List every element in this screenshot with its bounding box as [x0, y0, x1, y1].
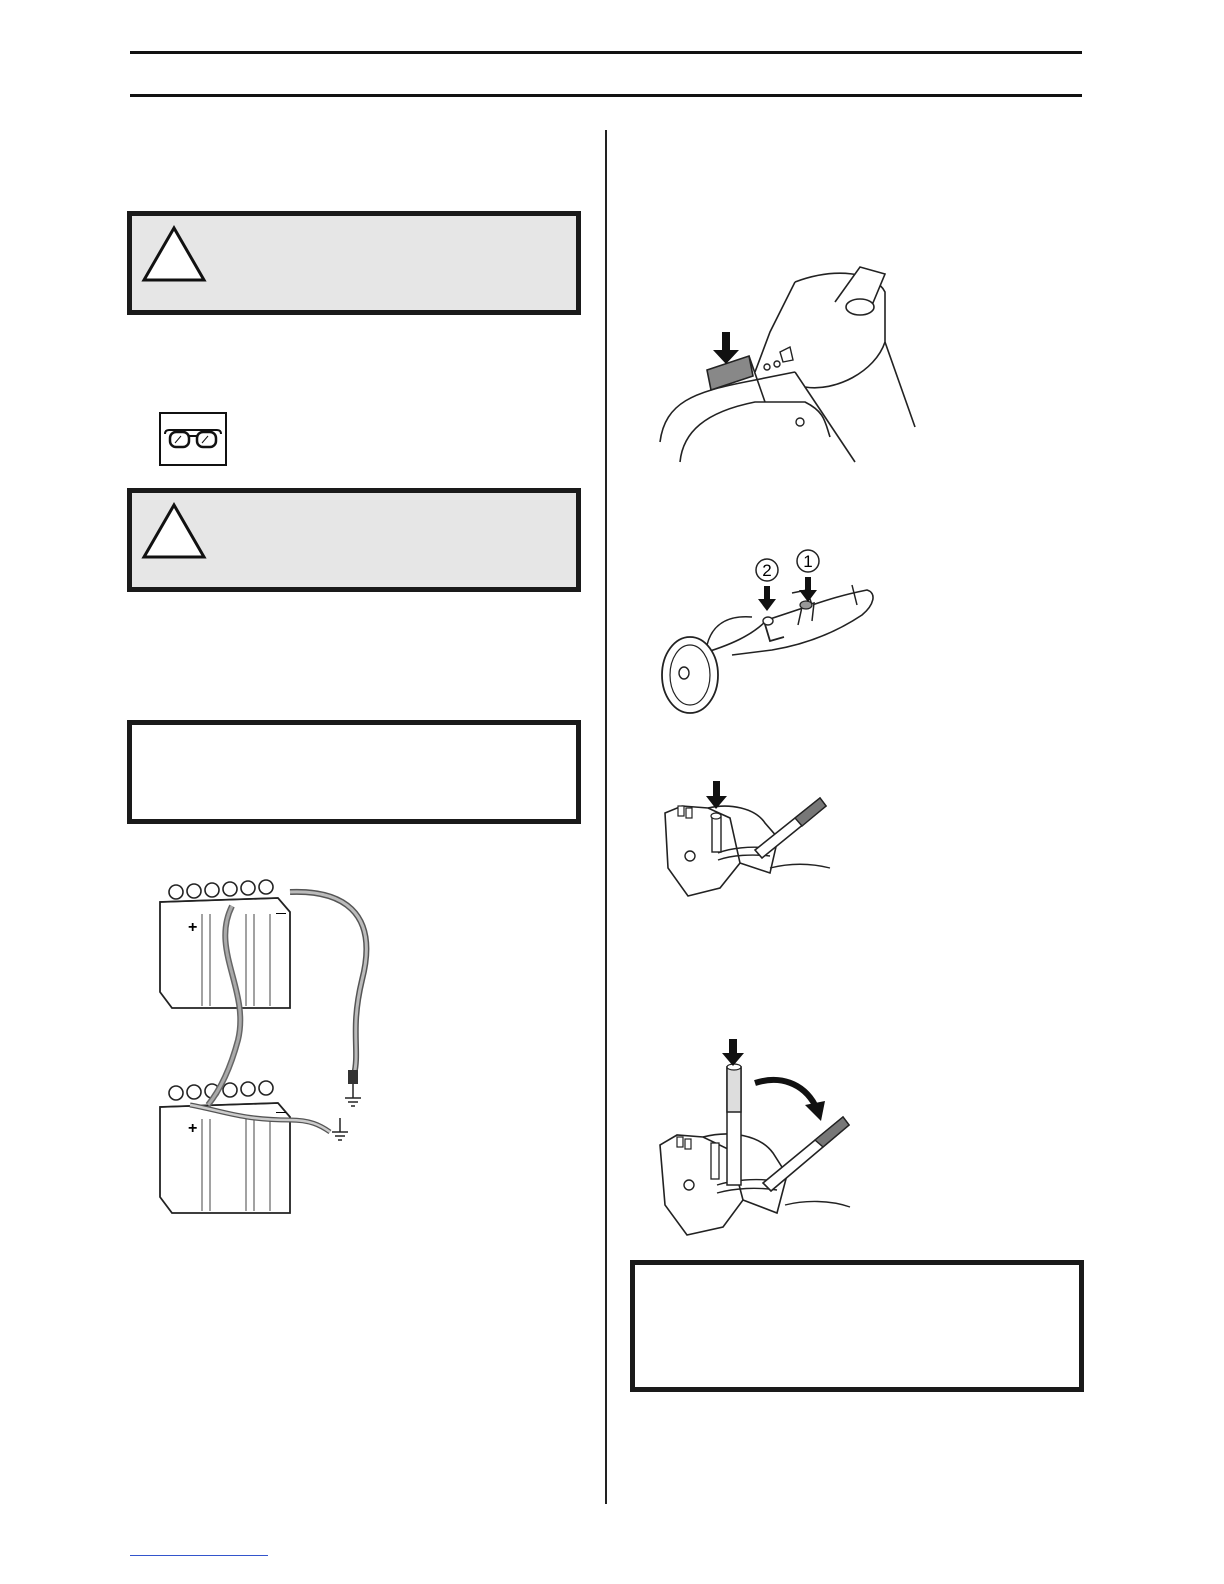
throttle-lever-illustration [655, 1035, 855, 1240]
battery-minus-mark: — [276, 1107, 286, 1118]
control-knob-press-illustration [660, 778, 835, 903]
header-rule-top [130, 51, 1082, 54]
column-divider [605, 130, 607, 1504]
callout-1 [797, 550, 819, 602]
ground-symbol-icon [345, 1084, 361, 1106]
battery-minus-mark: — [276, 908, 286, 919]
press-arrow-icon [799, 577, 817, 602]
press-arrow-icon [722, 1039, 744, 1066]
battery-plus-mark: + [188, 919, 198, 936]
note-box-right [630, 1260, 1084, 1392]
warning-triangle-icon [140, 501, 208, 561]
battery-lower [160, 1081, 290, 1213]
curved-arrow-icon [755, 1080, 825, 1121]
ground-symbol-icon [332, 1118, 348, 1140]
warning-triangle-icon [140, 224, 208, 284]
press-arrow-icon [758, 586, 776, 611]
callout-number-2: 2 [762, 561, 772, 580]
warning-box-1 [127, 211, 581, 315]
parking-brake-illustration [652, 545, 882, 720]
callout-2 [756, 559, 778, 611]
callout-number-1: 1 [803, 552, 813, 571]
press-arrow-icon [706, 781, 727, 809]
battery-jump-start-illustration [150, 870, 390, 1210]
safety-goggles-icon [159, 412, 227, 466]
pedal-press-illustration [655, 262, 920, 467]
battery-plus-mark: + [188, 1120, 198, 1137]
warning-box-2 [127, 488, 581, 592]
press-arrow-icon [713, 332, 739, 364]
note-box-left [127, 720, 581, 824]
header-rule-bottom [130, 94, 1082, 97]
footer-link-underline [130, 1555, 268, 1556]
